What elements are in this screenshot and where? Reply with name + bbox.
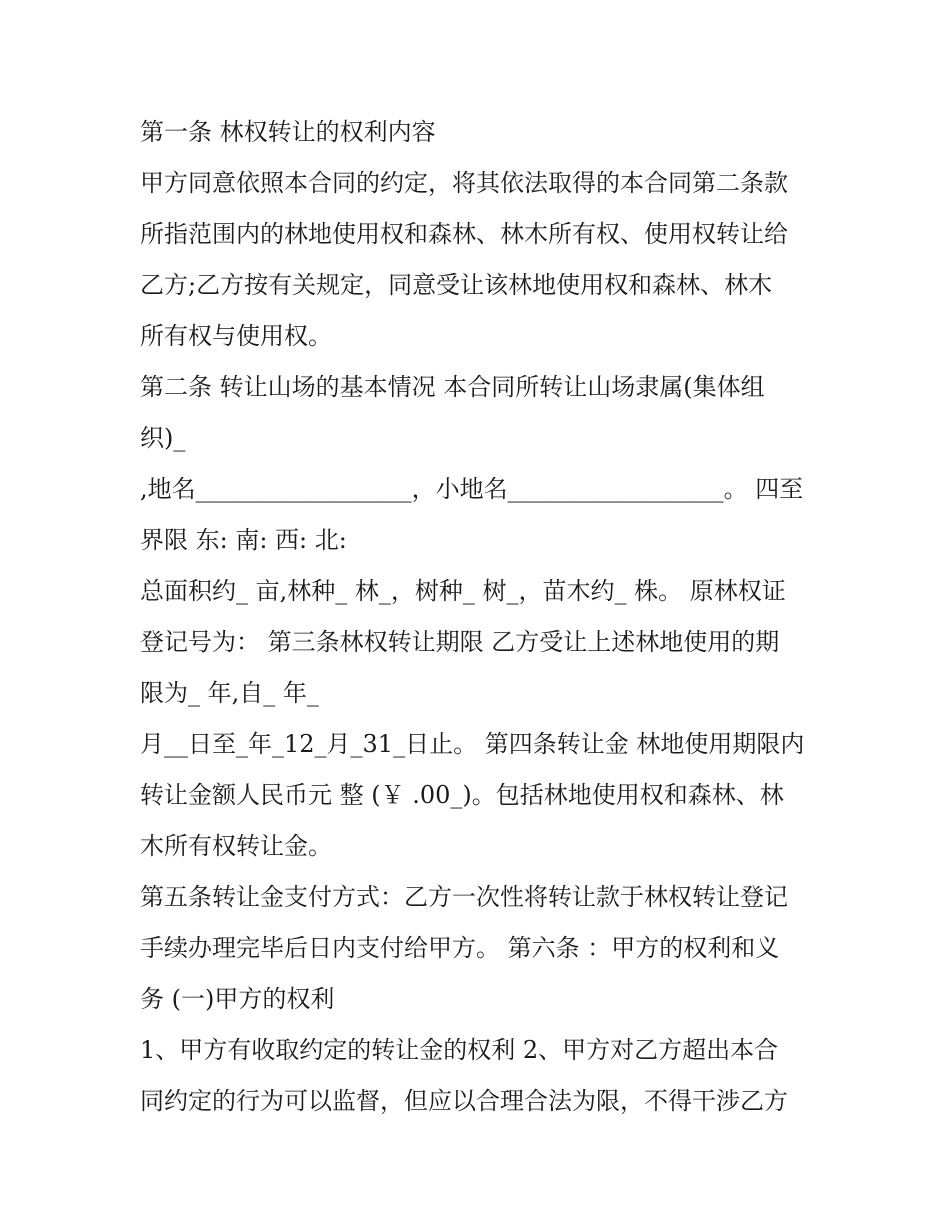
text-line: 所指范围内的林地使用权和森林、林木所有权、使用权转让给 [140,220,788,248]
text-line-article-4: 月__日至_年_12_月_31_日止。 第四条转让金 林地使用期限内 [140,730,805,758]
text-line-article-6: 手续办理完毕后日内支付给甲方。 第六条 ：甲方的权利和义 [140,934,780,962]
text-line-boundaries: 界限 东: 南: 西: 北: [140,526,347,554]
contract-text-body [140,107,830,1127]
text-line-article-3: 登记号为： 第三条林权转让期限 乙方受让上述林地使用的期 [140,628,780,656]
text-line: 转让金额人民币元 整 (￥ .00_)。包括林地使用权和森林、林 [140,781,784,809]
text-line-rights-list: 1、甲方有收取约定的转让金的权利 2、甲方对乙方超出本合 [140,1036,779,1064]
text-line-area: 总面积约_ 亩,林种_ 林_，树种_ 树_，苗木约_ 株。 原林权证 [140,577,786,605]
text-line-article-5: 第五条转让金支付方式：乙方一次性将转让款于林权转让登记 [140,883,788,911]
text-line: 甲方同意依照本合同的约定，将其依法取得的本合同第二条款 [140,169,788,197]
text-line-article-2: 第二条 转让山场的基本情况 本合同所转让山场隶属(集体组 [140,373,765,401]
text-line: 同约定的行为可以监督，但应以合理合法为限，不得干涉乙方 [140,1087,788,1115]
text-line: 织)_ [140,424,186,452]
text-line-article-1-heading: 第一条 林权转让的权利内容 [140,118,436,146]
text-line-place-names: ,地名__________________，小地名__________________。 四至 [140,475,804,503]
text-line: 务 (一)甲方的权利 [140,985,335,1013]
text-line: 乙方;乙方按有关规定，同意受让该林地使用权和森林、林木 [140,271,773,299]
text-line: 所有权与使用权。 [140,322,332,350]
text-line: 限为_ 年,自_ 年_ [140,679,319,707]
text-line: 木所有权转让金。 [140,832,332,860]
